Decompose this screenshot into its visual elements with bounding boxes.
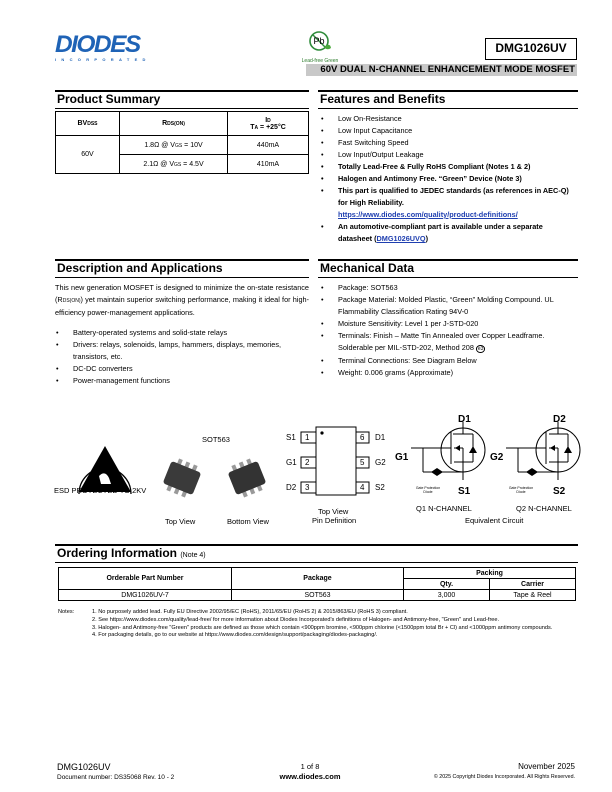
features-heading — [318, 90, 578, 109]
cell-carrier: Tape & Reel — [490, 590, 576, 601]
table-header-row — [56, 112, 309, 136]
list-item: • Power-management functions — [55, 375, 309, 387]
list-item: • Halogen and Antimony Free. “Green” Device (Note 3) — [320, 173, 578, 185]
pin-number: 2 — [305, 458, 310, 467]
ordering-table — [58, 567, 576, 601]
rdson-value: 1.8Ω @ VGS = 10V — [120, 136, 228, 155]
pin-name: D2 — [286, 483, 297, 492]
esd-label: ESD PROTECTED TO 2KV — [54, 486, 147, 495]
q2-gate-label: G2 — [490, 452, 504, 463]
bvdss-value: 60V — [56, 136, 120, 174]
note-item: 2. See https://www.diodes.com/quality/lead-free/ for more information about Diodes Incorporated's definitions of Halogen- and Antimony-free, "Green" and Lead-free. — [92, 616, 500, 623]
footer-date: November 2025 — [518, 762, 575, 771]
list-item: • This part is qualified to JEDEC standards (as references in AEC-Q) for High Reliability. https://www.diodes.com/quality/product-definitions/ — [320, 185, 578, 221]
automotive-part-link[interactable]: DMG1026UVQ — [376, 234, 426, 243]
top-view-label: Top View — [165, 517, 196, 526]
list-item: • Fast Switching Speed — [320, 137, 578, 149]
features-title: Features and Benefits — [320, 92, 446, 106]
q2-source-label: S2 — [553, 486, 566, 497]
list-item: • Low Input Capacitance — [320, 125, 578, 137]
document-subtitle: 60V DUAL N-CHANNEL ENHANCEMENT MODE MOSFET — [306, 64, 577, 76]
ordering-heading — [55, 544, 578, 563]
list-item: • Drivers: relays, solenoids, lamps, hammers, displays, memories, transistors, etc. — [55, 339, 309, 363]
note-item: 4. For packaging details, go to our website at https://www.diodes.com/design/support/packaging/diodes-packaging/. — [92, 632, 378, 639]
features-list — [320, 113, 578, 245]
pin-number: 3 — [305, 483, 310, 492]
logo-subtext: INCORPORATED — [55, 57, 151, 62]
pin-name: G1 — [286, 458, 297, 467]
pin-name: S2 — [375, 483, 385, 492]
footer-doc-number: Document number: DS35068 Rev. 10 - 2 — [57, 774, 175, 781]
notes-label: Notes: — [58, 609, 75, 615]
list-item: • DC-DC converters — [55, 363, 309, 375]
diodes-logo — [55, 31, 160, 62]
product-summary-table — [55, 111, 309, 174]
list-item: • Low On-Resistance — [320, 113, 578, 125]
list-item: • Totally Lead-Free & Fully RoHS Compliant (Notes 1 & 2) — [320, 161, 578, 173]
list-item: • Package Material: Molded Plastic, “Green” Molding Compound. UL Flammability Classification Rating 94V-0 — [320, 294, 578, 318]
header-packing: Packing — [404, 568, 576, 579]
mechanical-heading — [318, 259, 578, 278]
q2-label: Q2 N-CHANNEL — [516, 504, 572, 513]
pin-name: D1 — [375, 433, 386, 442]
table-header-row — [59, 568, 576, 579]
pin-number: 4 — [360, 483, 365, 492]
lead-free-caption: Lead-free Green — [301, 58, 339, 64]
q1-source-label: S1 — [458, 486, 471, 497]
header-part: Orderable Part Number — [59, 568, 232, 590]
part-number-box: DMG1026UV — [485, 38, 577, 60]
header-qty: Qty. — [404, 579, 490, 590]
list-item: • Low Input/Output Leakage — [320, 149, 578, 161]
cell-qty: 3,000 — [404, 590, 490, 601]
pin-number: 5 — [360, 458, 365, 467]
list-item: • Terminal Connections: See Diagram Below — [320, 355, 578, 367]
lead-free-icon — [308, 30, 332, 52]
product-summary-title: Product Summary — [57, 92, 161, 106]
q2-drain-label: D2 — [553, 414, 566, 425]
footer-page-number: 1 of 8 — [300, 762, 320, 771]
list-item: • Weight: 0.006 grams (Approximate) — [320, 367, 578, 379]
pin-number: 1 — [305, 433, 310, 442]
header-bvdss: BVDSS — [56, 112, 120, 136]
list-item: • Battery-operated systems and solid-state relays — [55, 327, 309, 339]
header-package: Package — [232, 568, 404, 590]
gate-diode-label: Gate Protection Diode — [508, 486, 534, 494]
e3-mark-icon: e3 — [477, 346, 484, 352]
table-row — [59, 590, 576, 601]
lead-free-badge — [300, 30, 340, 62]
bottom-view-label: Bottom View — [227, 517, 269, 526]
product-summary-heading — [55, 90, 309, 109]
pin-def-label: Top View — [318, 507, 349, 516]
id-value: 410mA — [228, 155, 309, 174]
quality-definitions-link[interactable]: https://www.diodes.com/quality/product-definitions/ — [338, 210, 518, 219]
footer-part-number: DMG1026UV — [57, 762, 111, 772]
pb-symbol: Pb — [313, 36, 325, 46]
list-item: • Terminals: Finish – Matte Tin Annealed over Copper Leadframe. Solderable per MIL-STD-202, Method 208 e3 — [320, 330, 578, 355]
notes-list — [92, 609, 582, 640]
description-paragraph: This new generation MOSFET is designed to minimize the on-state resistance (RDS(ON)) yet maintain superior switching performance, making it ideal for high-efficiency power-management applications. — [55, 283, 309, 317]
pin-name: G2 — [375, 458, 386, 467]
applications-list — [55, 327, 309, 387]
equivalent-circuit-label: Equivalent Circuit — [465, 516, 524, 525]
q1-drain-label: D1 — [458, 414, 471, 425]
header-carrier: Carrier — [490, 579, 576, 590]
mechanical-title: Mechanical Data — [320, 261, 415, 275]
description-title: Description and Applications — [57, 261, 223, 275]
header-rdson: RDS(ON) — [120, 112, 228, 136]
gate-diode-label: Gate Protection Diode — [415, 486, 441, 494]
pin-number: 6 — [360, 433, 365, 442]
description-heading — [55, 259, 309, 278]
list-item: • Package: SOT563 — [320, 282, 578, 294]
note-item: 1. No purposely added lead. Fully EU Directive 2002/95/EC (RoHS), 2011/65/EU (RoHS 2) & 2015/863/EU (RoHS 3) compliant. — [92, 609, 408, 615]
package-label: SOT563 — [202, 435, 230, 444]
cell-part: DMG1026UV-7 — [59, 590, 232, 601]
rdson-value: 2.1Ω @ VGS = 4.5V — [120, 155, 228, 174]
package-bottom-view-image — [225, 457, 270, 499]
mechanical-list — [320, 282, 578, 379]
package-top-view-image — [160, 457, 205, 499]
list-item: • Moisture Sensitivity: Level 1 per J-STD-020 — [320, 318, 578, 330]
logo-wordmark: DIODES — [55, 31, 140, 58]
pin-def-label: Pin Definition — [312, 516, 357, 525]
list-item: • An automotive-compliant part is available under a separate datasheet (DMG1026UVQ) — [320, 221, 578, 245]
pin-name: S1 — [286, 433, 296, 442]
note-item: 3. Halogen- and Antimony-free "Green" products are defined as those which contain <900ppm bromine, <900ppm chlorine (<1500ppm total Br + Cl) and <1000ppm antimony compounds. — [92, 624, 553, 631]
q1-gate-label: G1 — [395, 452, 409, 463]
table-row — [56, 136, 309, 155]
footer-copyright: © 2025 Copyright Diodes Incorporated. All Rights Reserved. — [433, 774, 575, 780]
ordering-note: (Note 4) — [180, 552, 206, 559]
header-id: ID TA = +25°C — [228, 112, 309, 136]
ordering-title: Ordering Information — [57, 546, 177, 560]
id-value: 440mA — [228, 136, 309, 155]
cell-package: SOT563 — [232, 590, 404, 601]
q1-label: Q1 N-CHANNEL — [416, 504, 472, 513]
footer-website-link[interactable]: www.diodes.com — [279, 772, 341, 781]
